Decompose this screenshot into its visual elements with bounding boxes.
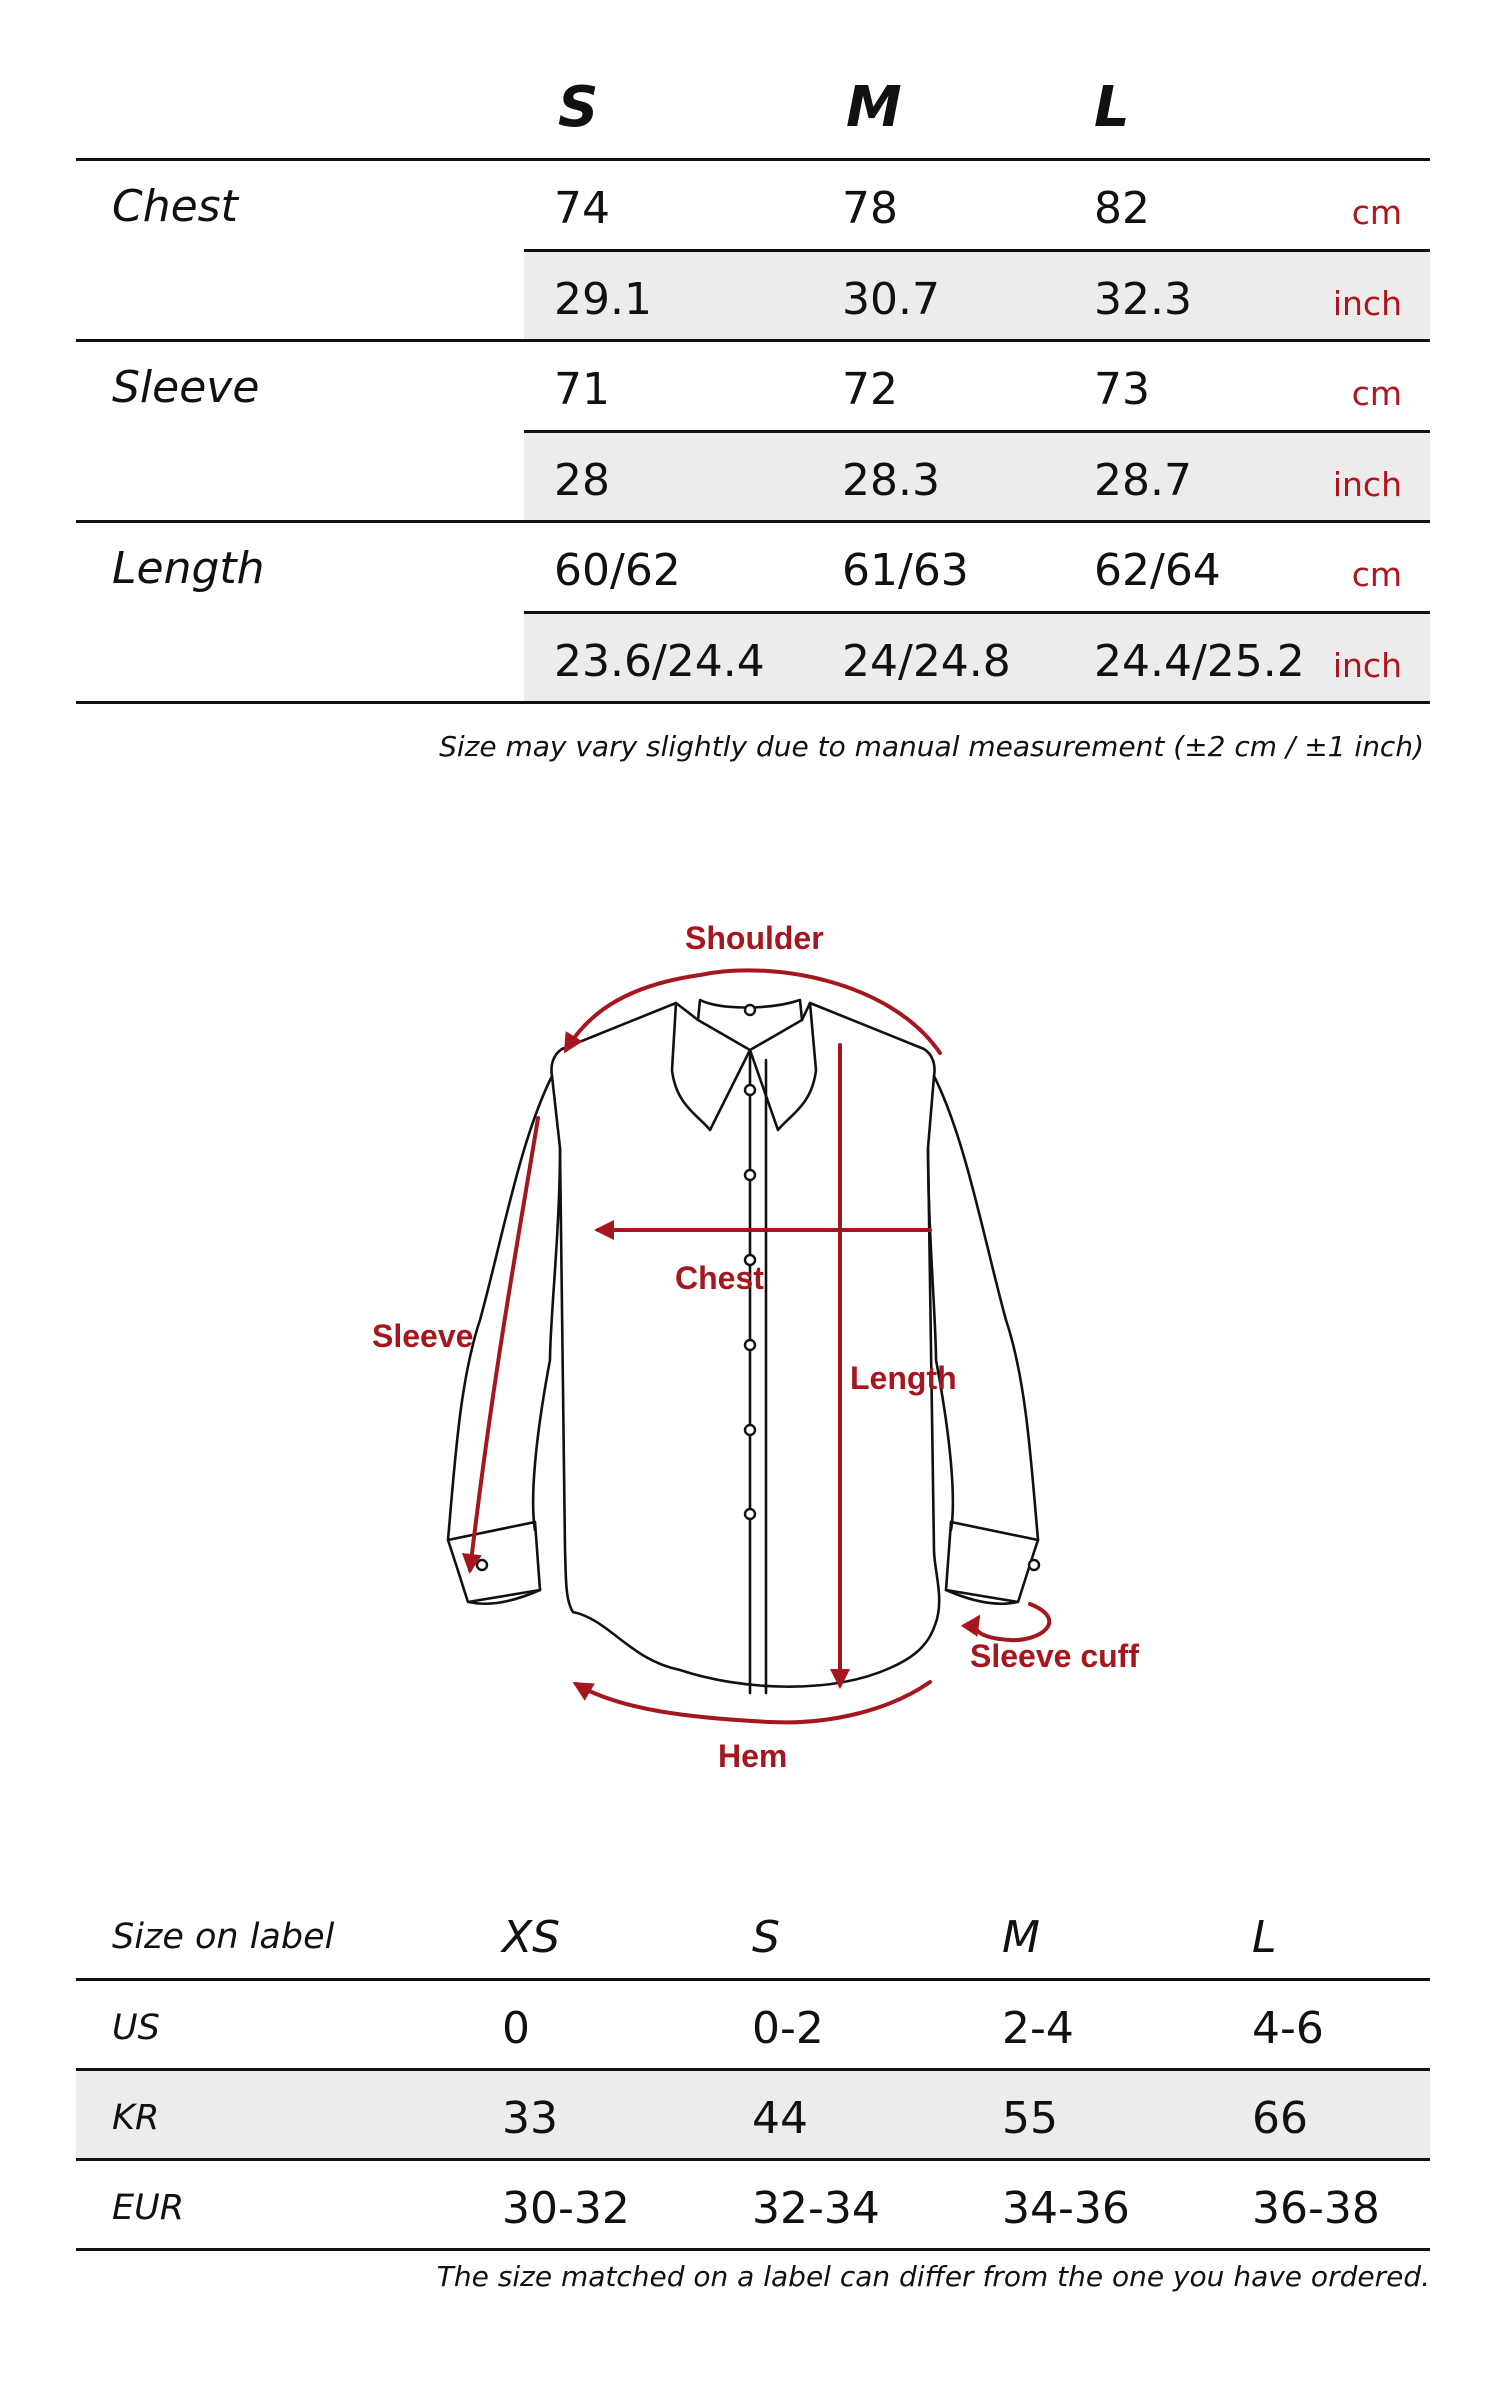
- us-xs: 0: [502, 2003, 530, 2054]
- label-header-l: L: [1252, 1912, 1277, 1963]
- sleeve-cuff-arrow: [975, 1604, 1049, 1640]
- sleeve-inch-row: [524, 433, 1430, 520]
- hem-label: Hem: [718, 1738, 788, 1774]
- label-header-xs: XS: [502, 1912, 561, 1963]
- button-4: [745, 1340, 755, 1350]
- measurement-arrows: [470, 970, 1049, 1722]
- us-m: 2-4: [1002, 2003, 1074, 2054]
- eur-row: [76, 2161, 1430, 2251]
- chest-inch-unit: inch: [1332, 284, 1402, 323]
- length-group: [76, 523, 1430, 704]
- length-cm-m: 61/63: [842, 545, 969, 596]
- hem-arrow: [576, 1682, 930, 1722]
- cuff-button-left: [477, 1560, 487, 1570]
- length-inch-unit: inch: [1332, 646, 1402, 685]
- sleeve-cm-row: [524, 342, 1430, 433]
- us-label: US: [112, 2008, 160, 2048]
- cuff-button-right: [1029, 1560, 1039, 1570]
- size-header-s: S: [558, 75, 599, 140]
- eur-m: 34-36: [1002, 2183, 1130, 2234]
- eur-label: EUR: [112, 2188, 185, 2228]
- sleeve-arrow: [470, 1118, 538, 1570]
- button-5: [745, 1425, 755, 1435]
- length-inch-m: 24/24.8: [842, 636, 1011, 687]
- us-row: [76, 1981, 1430, 2071]
- length-inch-s: 23.6/24.4: [554, 636, 765, 687]
- chest-inch-m: 30.7: [842, 274, 940, 325]
- kr-label: KR: [112, 2098, 160, 2138]
- size-header-row: [76, 50, 1430, 161]
- label-header-s: S: [752, 1912, 780, 1963]
- chest-cm-l: 82: [1094, 183, 1150, 234]
- collar-button: [745, 1005, 755, 1015]
- eur-xs: 30-32: [502, 2183, 630, 2234]
- length-diagram-label: Length: [850, 1360, 957, 1396]
- sleeve-cm-m: 72: [842, 364, 898, 415]
- button-1: [745, 1085, 755, 1095]
- sleeve-inch-m: 28.3: [842, 455, 940, 506]
- sleeve-inch-s: 28: [554, 455, 610, 506]
- us-l: 4-6: [1252, 2003, 1324, 2054]
- kr-m: 55: [1002, 2093, 1058, 2144]
- sleeve-cuff-label: Sleeve cuff: [970, 1638, 1139, 1674]
- length-cm-row: [524, 523, 1430, 614]
- size-header-m: M: [846, 75, 902, 140]
- sleeve-diagram-label: Sleeve: [372, 1318, 474, 1354]
- eur-s: 32-34: [752, 2183, 880, 2234]
- sleeve-label: Sleeve: [112, 362, 260, 413]
- chest-cm-unit: cm: [1351, 193, 1402, 232]
- chest-label: Chest: [112, 181, 238, 232]
- sleeve-cm-unit: cm: [1351, 374, 1402, 413]
- sleeve-inch-l: 28.7: [1094, 455, 1192, 506]
- sleeve-cm-s: 71: [554, 364, 610, 415]
- button-2: [745, 1170, 755, 1180]
- button-6: [745, 1509, 755, 1519]
- chest-cm-row: [524, 161, 1430, 252]
- label-header-m: M: [1002, 1912, 1040, 1963]
- size-on-label-heading: Size on label: [112, 1917, 335, 1957]
- kr-s: 44: [752, 2093, 808, 2144]
- length-cm-s: 60/62: [554, 545, 681, 596]
- measurement-note: Size may vary slightly due to manual measurement (±2 cm / ±1 inch): [439, 730, 1424, 763]
- shoulder-label: Shoulder: [685, 920, 824, 956]
- sleeve-cm-l: 73: [1094, 364, 1150, 415]
- size-header-l: L: [1094, 75, 1130, 140]
- sleeve-group: [76, 342, 1430, 523]
- kr-l: 66: [1252, 2093, 1308, 2144]
- chest-group: [76, 161, 1430, 342]
- chest-inch-row: [524, 252, 1430, 339]
- label-header-row: [76, 1890, 1430, 1981]
- chest-cm-s: 74: [554, 183, 610, 234]
- kr-xs: 33: [502, 2093, 558, 2144]
- chest-inch-s: 29.1: [554, 274, 652, 325]
- label-note: The size matched on a label can differ from the one you have ordered.: [436, 2260, 1430, 2293]
- measurement-table: [76, 50, 1430, 763]
- shirt-diagram: [330, 900, 1180, 1780]
- us-s: 0-2: [752, 2003, 824, 2054]
- chest-cm-m: 78: [842, 183, 898, 234]
- shirt-outline: [448, 1000, 1038, 1693]
- length-inch-row: [524, 614, 1430, 701]
- length-cm-unit: cm: [1351, 555, 1402, 594]
- length-label: Length: [112, 543, 265, 594]
- label-size-table: [76, 1890, 1430, 2293]
- sleeve-inch-unit: inch: [1332, 465, 1402, 504]
- eur-l: 36-38: [1252, 2183, 1380, 2234]
- length-cm-l: 62/64: [1094, 545, 1221, 596]
- chest-inch-l: 32.3: [1094, 274, 1192, 325]
- chest-diagram-label: Chest: [675, 1260, 764, 1296]
- length-inch-l: 24.4/25.2: [1094, 636, 1305, 687]
- kr-row: [76, 2071, 1430, 2161]
